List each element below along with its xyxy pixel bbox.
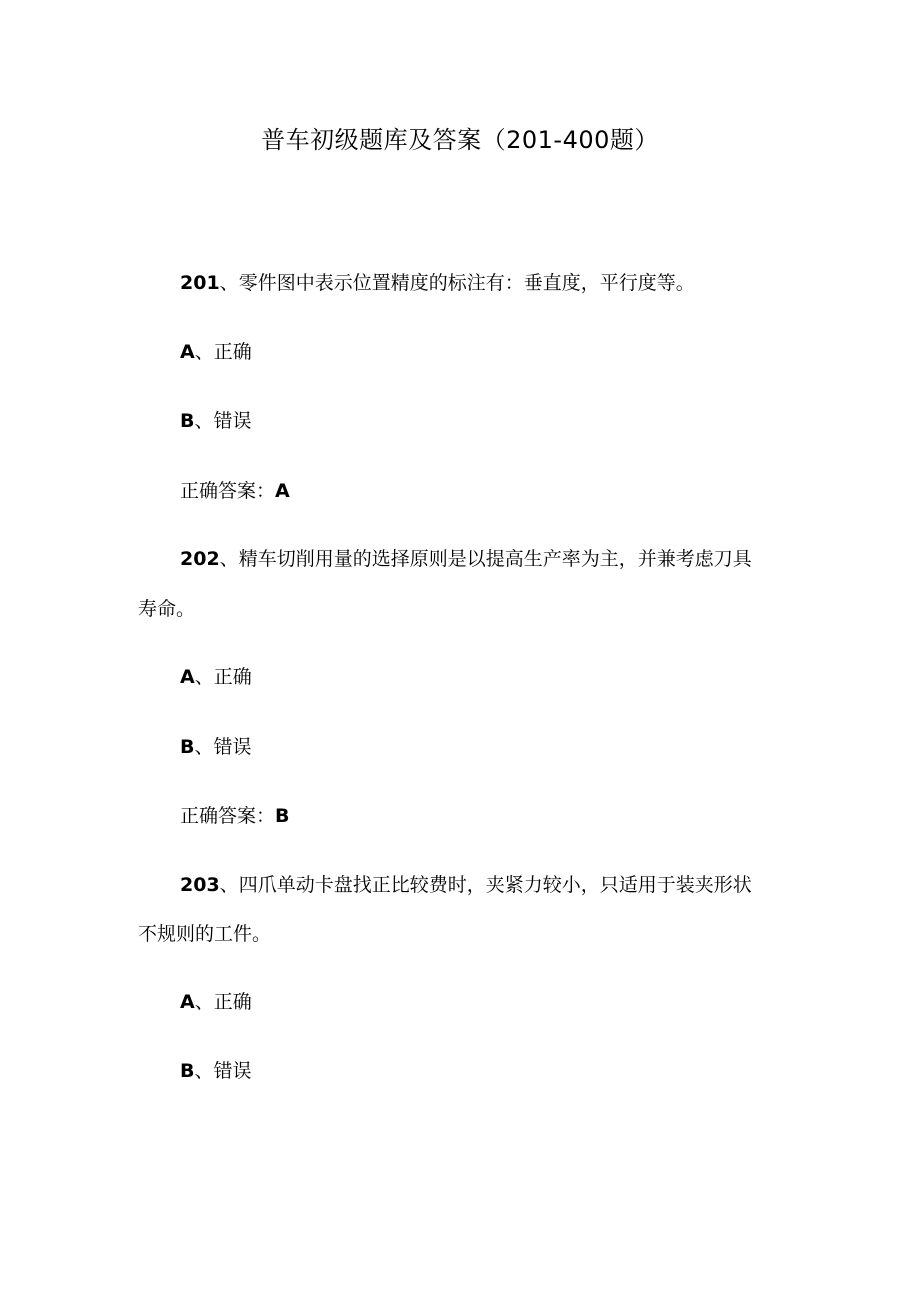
answer-value: A xyxy=(275,480,290,502)
option-b xyxy=(180,735,252,759)
option-text: 正确 xyxy=(213,341,252,363)
option-text: 正确 xyxy=(213,991,252,1013)
question-text-continued: 寿命。 xyxy=(138,598,196,620)
question-number: 202 xyxy=(180,548,220,570)
answer-line xyxy=(180,804,290,828)
answer-value: B xyxy=(275,805,290,827)
option-text: 错误 xyxy=(213,410,252,432)
question-number: 203 xyxy=(180,874,220,896)
question-202 xyxy=(180,547,752,571)
option-letter: B xyxy=(180,736,195,758)
answer-label: 正确答案： xyxy=(180,805,276,827)
option-text: 错误 xyxy=(213,736,252,758)
option-letter: A xyxy=(180,991,195,1013)
option-separator: 、 xyxy=(194,666,214,688)
question-separator: 、 xyxy=(219,548,239,570)
option-separator: 、 xyxy=(194,341,214,363)
question-number: 201 xyxy=(180,272,220,294)
question-text-continued: 不规则的工件。 xyxy=(138,923,272,945)
option-a xyxy=(180,665,252,689)
option-text: 正确 xyxy=(213,666,252,688)
question-201 xyxy=(180,271,695,295)
option-separator: 、 xyxy=(194,1060,214,1082)
question-text: 零件图中表示位置精度的标注有：垂直度，平行度等。 xyxy=(238,272,695,294)
option-b xyxy=(180,1059,252,1083)
answer-label: 正确答案： xyxy=(180,480,276,502)
question-text: 四爪单动卡盘找正比较费时，夹紧力较小，只适用于装夹形状 xyxy=(238,874,752,896)
option-b xyxy=(180,409,252,433)
option-letter: B xyxy=(180,410,195,432)
question-separator: 、 xyxy=(219,272,239,294)
option-letter: B xyxy=(180,1060,195,1082)
option-letter: A xyxy=(180,341,195,363)
option-text: 错误 xyxy=(213,1060,252,1082)
question-text: 精车切削用量的选择原则是以提高生产率为主，并兼考虑刀具 xyxy=(238,548,752,570)
question-203 xyxy=(180,873,752,897)
option-separator: 、 xyxy=(194,410,214,432)
page-title: 普车初级题库及答案（201-400题） xyxy=(261,126,659,154)
answer-line xyxy=(180,479,290,503)
option-separator: 、 xyxy=(194,736,214,758)
option-a xyxy=(180,990,252,1014)
option-separator: 、 xyxy=(194,991,214,1013)
question-separator: 、 xyxy=(219,874,239,896)
option-letter: A xyxy=(180,666,195,688)
option-a xyxy=(180,340,252,364)
